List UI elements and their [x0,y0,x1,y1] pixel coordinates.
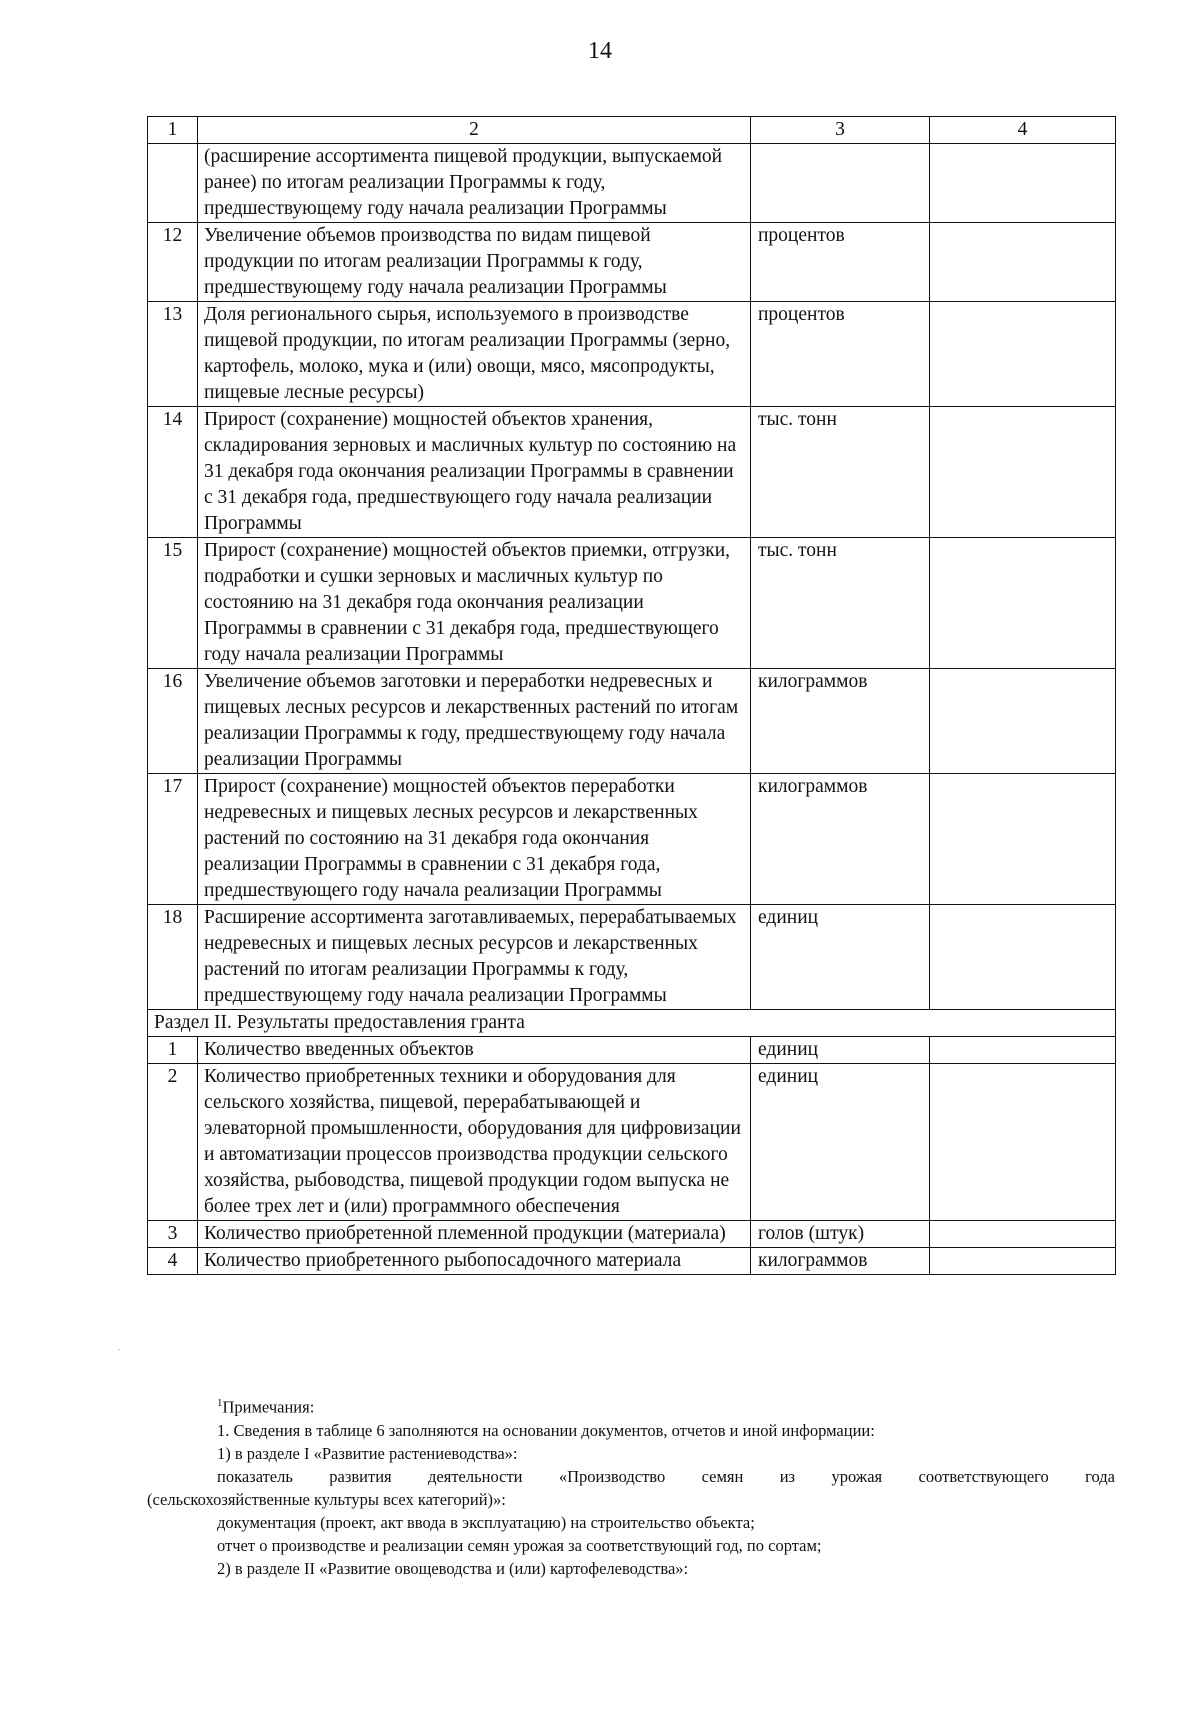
row-number: 13 [148,302,198,407]
table-row [148,1064,1116,1221]
scan-mark [118,1349,120,1350]
row-value [930,223,1116,302]
row-unit: единиц [751,1064,930,1221]
row-indicator: Количество введенных объектов [198,1037,751,1064]
row-indicator: Количество приобретенной племенной продукции (материала) [198,1221,751,1248]
row-unit: процентов [751,302,930,407]
row-number: 1 [148,1037,198,1064]
table-row [148,144,1116,223]
row-indicator: Увеличение объемов производства по видам пищевой продукции по итогам реализации Программы к году, предшествующему году начала реализации Программы [198,223,751,302]
header-col-3: 3 [751,117,930,144]
row-number: 3 [148,1221,198,1248]
row-unit: килограммов [751,1248,930,1275]
note-line: 2) в разделе II «Развитие овощеводства и (или) картофелеводства»: [217,1558,689,1578]
row-indicator: Прирост (сохранение) мощностей объектов хранения, складирования зерновых и масличных культур по состоянию на 31 декабря года окончания реализации Программы в сравнении с 31 декабря года, предшествующего году начала реализации Программы [198,407,751,538]
row-unit: килограммов [751,774,930,905]
row-unit: процентов [751,223,930,302]
row-indicator: Прирост (сохранение) мощностей объектов переработки недревесных и пищевых лесных ресурсов и лекарственных растений по состоянию на 31 декабря года окончания реализации Программы в сравнении с 31 декабря года, предшествующего году начала реализации Программы [198,774,751,905]
page-number: 14 [588,38,612,64]
row-unit: тыс. тонн [751,407,930,538]
table-row [148,538,1116,669]
row-indicator: Расширение ассортимента заготавливаемых, перерабатываемых недревесных и пищевых лесных ресурсов и лекарственных растений по итогам реализации Программы к году, предшествующему году начала реализации Программы [198,905,751,1010]
indicators-table [147,116,1116,1275]
row-number: 18 [148,905,198,1010]
row-unit: единиц [751,1037,930,1064]
table-row [148,223,1116,302]
row-value [930,1248,1116,1275]
table-row [148,1248,1116,1275]
row-number: 12 [148,223,198,302]
header-col-4: 4 [930,117,1116,144]
header-col-1: 1 [148,117,198,144]
row-number: 4 [148,1248,198,1275]
table-row [148,1221,1116,1248]
row-number: 17 [148,774,198,905]
table-row [148,774,1116,905]
row-number: 16 [148,669,198,774]
row-value [930,1221,1116,1248]
row-value [930,407,1116,538]
row-indicator: Количество приобретенных техники и оборудования для сельского хозяйства, пищевой, перерабатывающей и элеваторной промышленности, оборудования для цифровизации и автоматизации процессов производства продукции сельского хозяйства, рыбоводства, пищевой продукции годом выпуска не более трех лет и (или) программного обеспечения [198,1064,751,1221]
note-line: 1. Сведения в таблице 6 заполняются на основании документов, отчетов и иной информации: [217,1420,875,1440]
notes-title [147,1392,1115,1419]
header-col-2: 2 [198,117,751,144]
section-row [148,1010,1116,1037]
row-unit: килограммов [751,669,930,774]
row-indicator: Доля регионального сырья, используемого в производстве пищевой продукции, по итогам реализации Программы (зерно, картофель, молоко, мука и (или) овощи, мясо, мясопродукты, пищевые лесные ресурсы) [198,302,751,407]
row-indicator: Прирост (сохранение) мощностей объектов приемки, отгрузки, подработки и сушки зерновых и масличных культур по состоянию на 31 декабря года окончания реализации Программы в сравнении с 31 декабря года, предшествующего году начала реализации Программы [198,538,751,669]
row-indicator: Количество приобретенного рыбопосадочного материала [198,1248,751,1275]
row-value [930,538,1116,669]
note-line: показатель развития деятельности «Производство семян из урожая соответствующего года [217,1466,1115,1486]
row-unit [751,144,930,223]
note-line: отчет о производстве и реализации семян урожая за соответствующий год, по сортам; [217,1535,822,1555]
table-row [148,407,1116,538]
row-number [148,144,198,223]
row-indicator: (расширение ассортимента пищевой продукции, выпускаемой ранее) по итогам реализации Программы к году, предшествующему году начала реализации Программы [198,144,751,223]
row-value [930,774,1116,905]
table-row [148,669,1116,774]
row-value [930,905,1116,1010]
row-unit: голов (штук) [751,1221,930,1248]
table-row [148,1037,1116,1064]
notes-title-text: Примечания: [222,1397,315,1417]
row-value [930,1064,1116,1221]
row-number: 2 [148,1064,198,1221]
table-row [148,302,1116,407]
notes-section [147,1392,1115,1580]
row-value [930,302,1116,407]
footnote-mark: 1 [217,1397,223,1409]
row-number: 14 [148,407,198,538]
note-line: документация (проект, акт ввода в эксплуатацию) на строительство объекта; [217,1512,755,1532]
table-row [148,905,1116,1010]
row-value [930,669,1116,774]
row-unit: единиц [751,905,930,1010]
row-unit: тыс. тонн [751,538,930,669]
row-value [930,1037,1116,1064]
row-indicator: Увеличение объемов заготовки и переработки недревесных и пищевых лесных ресурсов и лекарственных растений по итогам реализации Программы к году, предшествующему году начала реализации Программы [198,669,751,774]
note-line: (сельскохозяйственные культуры всех категорий)»: [147,1489,506,1509]
row-value [930,144,1116,223]
row-number: 15 [148,538,198,669]
section-title: Раздел II. Результаты предоставления гранта [148,1010,1116,1037]
note-line: 1) в разделе I «Развитие растениеводства»: [217,1443,518,1463]
table-header-row [148,117,1116,144]
